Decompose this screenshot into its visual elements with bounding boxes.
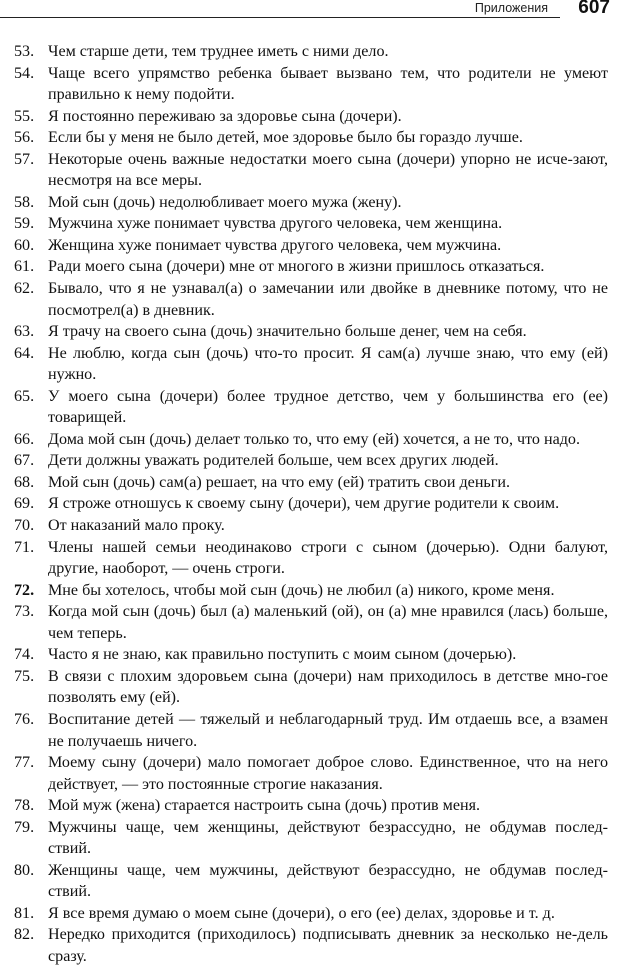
list-item: [0, 817, 620, 860]
list-item: [0, 752, 620, 795]
item-text: У моего сына (дочери) более трудное детство, чем у большинства его (ее) товарищей.: [48, 387, 608, 427]
item-text: Когда мой сын (дочь) был (а) маленький (ой), он (а) мне нравился (лась) больше, чем теперь.: [48, 603, 608, 642]
item-text: Некоторые очень важные недостатки моего сына (дочери) упорно не исче-зают, несмотря на все меры.: [48, 150, 608, 190]
item-number: 71.: [14, 538, 35, 556]
item-number: 70.: [14, 517, 35, 535]
item-text: В связи с плохим здоровьем сына (дочери) нам приходилось в детстве мно-гое позволять ему (ей).: [48, 667, 608, 707]
item-text: Чаще всего упрямство ребенка бывает вызвано тем, что родители не умеют правильно к нему подойти.: [48, 64, 608, 104]
item-text: Женщины чаще, чем мужчины, действуют безрассудно, не обдумав послед-ствий.: [48, 861, 608, 901]
item-text: Дома мой сын (дочь) делает только то, что ему (ей) хочется, а не то, что надо.: [48, 430, 580, 448]
list-item: [0, 149, 620, 192]
item-number: 61.: [14, 258, 35, 276]
list-item: [0, 472, 620, 494]
item-text: Мужчины чаще, чем женщины, действуют безрассудно, не обдумав послед-ствий.: [48, 818, 608, 858]
list-item: [0, 278, 620, 321]
list-item: [0, 450, 620, 472]
list-item: [0, 795, 620, 817]
item-number: 62.: [14, 280, 35, 298]
item-text: Ради моего сына (дочери) мне от многого в жизни пришлось отказаться.: [48, 258, 545, 276]
list-item: [0, 256, 620, 278]
item-text: Женщина хуже понимает чувства другого человека, чем мужчина.: [48, 236, 502, 254]
item-text: Я все время думаю о моем сыне (дочери), о его (ее) делах, здоровье и т. д.: [48, 904, 555, 922]
item-text: Я строже отношусь к своему сыну (дочери), чем другие родители к своим.: [48, 495, 560, 513]
list-item: [0, 235, 620, 257]
item-text: Не люблю, когда сын (дочь) что-то просит. Я сам(а) лучше знаю, что ему (ей) нужно.: [48, 344, 608, 384]
list-item: [0, 644, 620, 666]
item-number: 76.: [14, 710, 35, 728]
item-number: 81.: [14, 904, 35, 922]
item-text: Мой сын (дочь) недолюбливает моего мужа (жену).: [48, 193, 402, 211]
list-item: [0, 106, 620, 128]
list-item: [0, 63, 620, 106]
list-item: [0, 537, 620, 580]
item-number: 66.: [14, 430, 35, 448]
list-item: [0, 924, 620, 967]
item-text: Чем старше дети, тем труднее иметь с ними дело.: [48, 43, 389, 60]
item-text: Моему сыну (дочери) мало помогает доброе слово. Единственное, что на него действует, — это постоянные строгие наказания.: [48, 754, 608, 793]
list-item: [0, 429, 620, 451]
list-item: [0, 903, 620, 925]
item-text: Члены нашей семьи неодинаково строги с сыном (дочерью). Одни балуют, другие, наоборот, — очень строги.: [48, 538, 608, 578]
page-number: 607: [578, 0, 610, 18]
list-item: [0, 213, 620, 235]
list-item: [0, 493, 620, 515]
item-number: 80.: [14, 861, 35, 879]
item-number: 67.: [14, 452, 35, 470]
item-text: Мой муж (жена) старается настроить сына (дочь) против меня.: [48, 797, 481, 815]
item-text: Нередко приходится (приходилось) подписывать дневник за несколько не-дель сразу.: [48, 926, 608, 965]
item-number: 53.: [14, 43, 35, 60]
item-number: 64.: [14, 344, 35, 362]
item-number: 74.: [14, 646, 35, 664]
item-text: Дети должны уважать родителей больше, чем всех других людей.: [48, 452, 499, 470]
item-number: 82.: [14, 926, 35, 944]
item-text: От наказаний мало проку.: [48, 517, 225, 535]
list-item: [0, 127, 620, 149]
list-item: [0, 580, 620, 602]
item-text: Я постоянно переживаю за здоровье сына (дочери).: [48, 107, 402, 125]
item-number: 72.: [14, 581, 35, 599]
item-text: Мой сын (дочь) сам(а) решает, на что ему (ей) тратить свои деньги.: [48, 473, 511, 491]
item-text: Если бы у меня не было детей, мое здоровье было бы гораздо лучше.: [48, 129, 523, 147]
item-number: 55.: [14, 107, 35, 125]
item-text: Мне бы хотелось, чтобы мой сын (дочь) не любил (а) никого, кроме меня.: [48, 581, 555, 599]
item-number: 78.: [14, 797, 35, 815]
item-text: Часто я не знаю, как правильно поступить с моим сыном (дочерью).: [48, 646, 517, 664]
list-item: [0, 192, 620, 214]
item-number: 75.: [14, 667, 35, 685]
list-item: [0, 666, 620, 709]
item-number: 79.: [14, 818, 35, 836]
item-text: Бывало, что я не узнавал(а) о замечании или двойке в дневнике потому, что не посмотрел(а) в дневник.: [48, 280, 608, 319]
item-number: 77.: [14, 754, 35, 772]
item-number: 59.: [14, 215, 35, 233]
item-number: 60.: [14, 236, 35, 254]
list-item: [0, 515, 620, 537]
item-number: 54.: [14, 64, 35, 82]
list-item: [0, 343, 620, 386]
list-item: [0, 709, 620, 752]
item-number: 65.: [14, 387, 35, 405]
page-header: [0, 0, 620, 22]
list-item: [0, 386, 620, 429]
list-item: [0, 601, 620, 644]
item-number: 63.: [14, 323, 35, 341]
list-item: [0, 321, 620, 343]
list-item: [0, 41, 620, 63]
item-number: 56.: [14, 129, 35, 147]
questionnaire-list: [0, 41, 620, 968]
list-item: [0, 860, 620, 903]
item-number: 68.: [14, 473, 35, 491]
item-number: 57.: [14, 150, 35, 168]
item-number: 69.: [14, 495, 35, 513]
item-text: Воспитание детей — тяжелый и неблагодарный труд. Им отдаешь все, а взамен не получаешь ничего.: [48, 710, 608, 750]
header-rule: [0, 17, 560, 18]
item-text: Мужчина хуже понимает чувства другого человека, чем женщина.: [48, 215, 503, 233]
section-title: Приложения: [474, 1, 548, 15]
item-text: Я трачу на своего сына (дочь) значительно больше денег, чем на себя.: [48, 323, 527, 341]
item-number: 73.: [14, 603, 35, 621]
item-number: 58.: [14, 193, 35, 211]
